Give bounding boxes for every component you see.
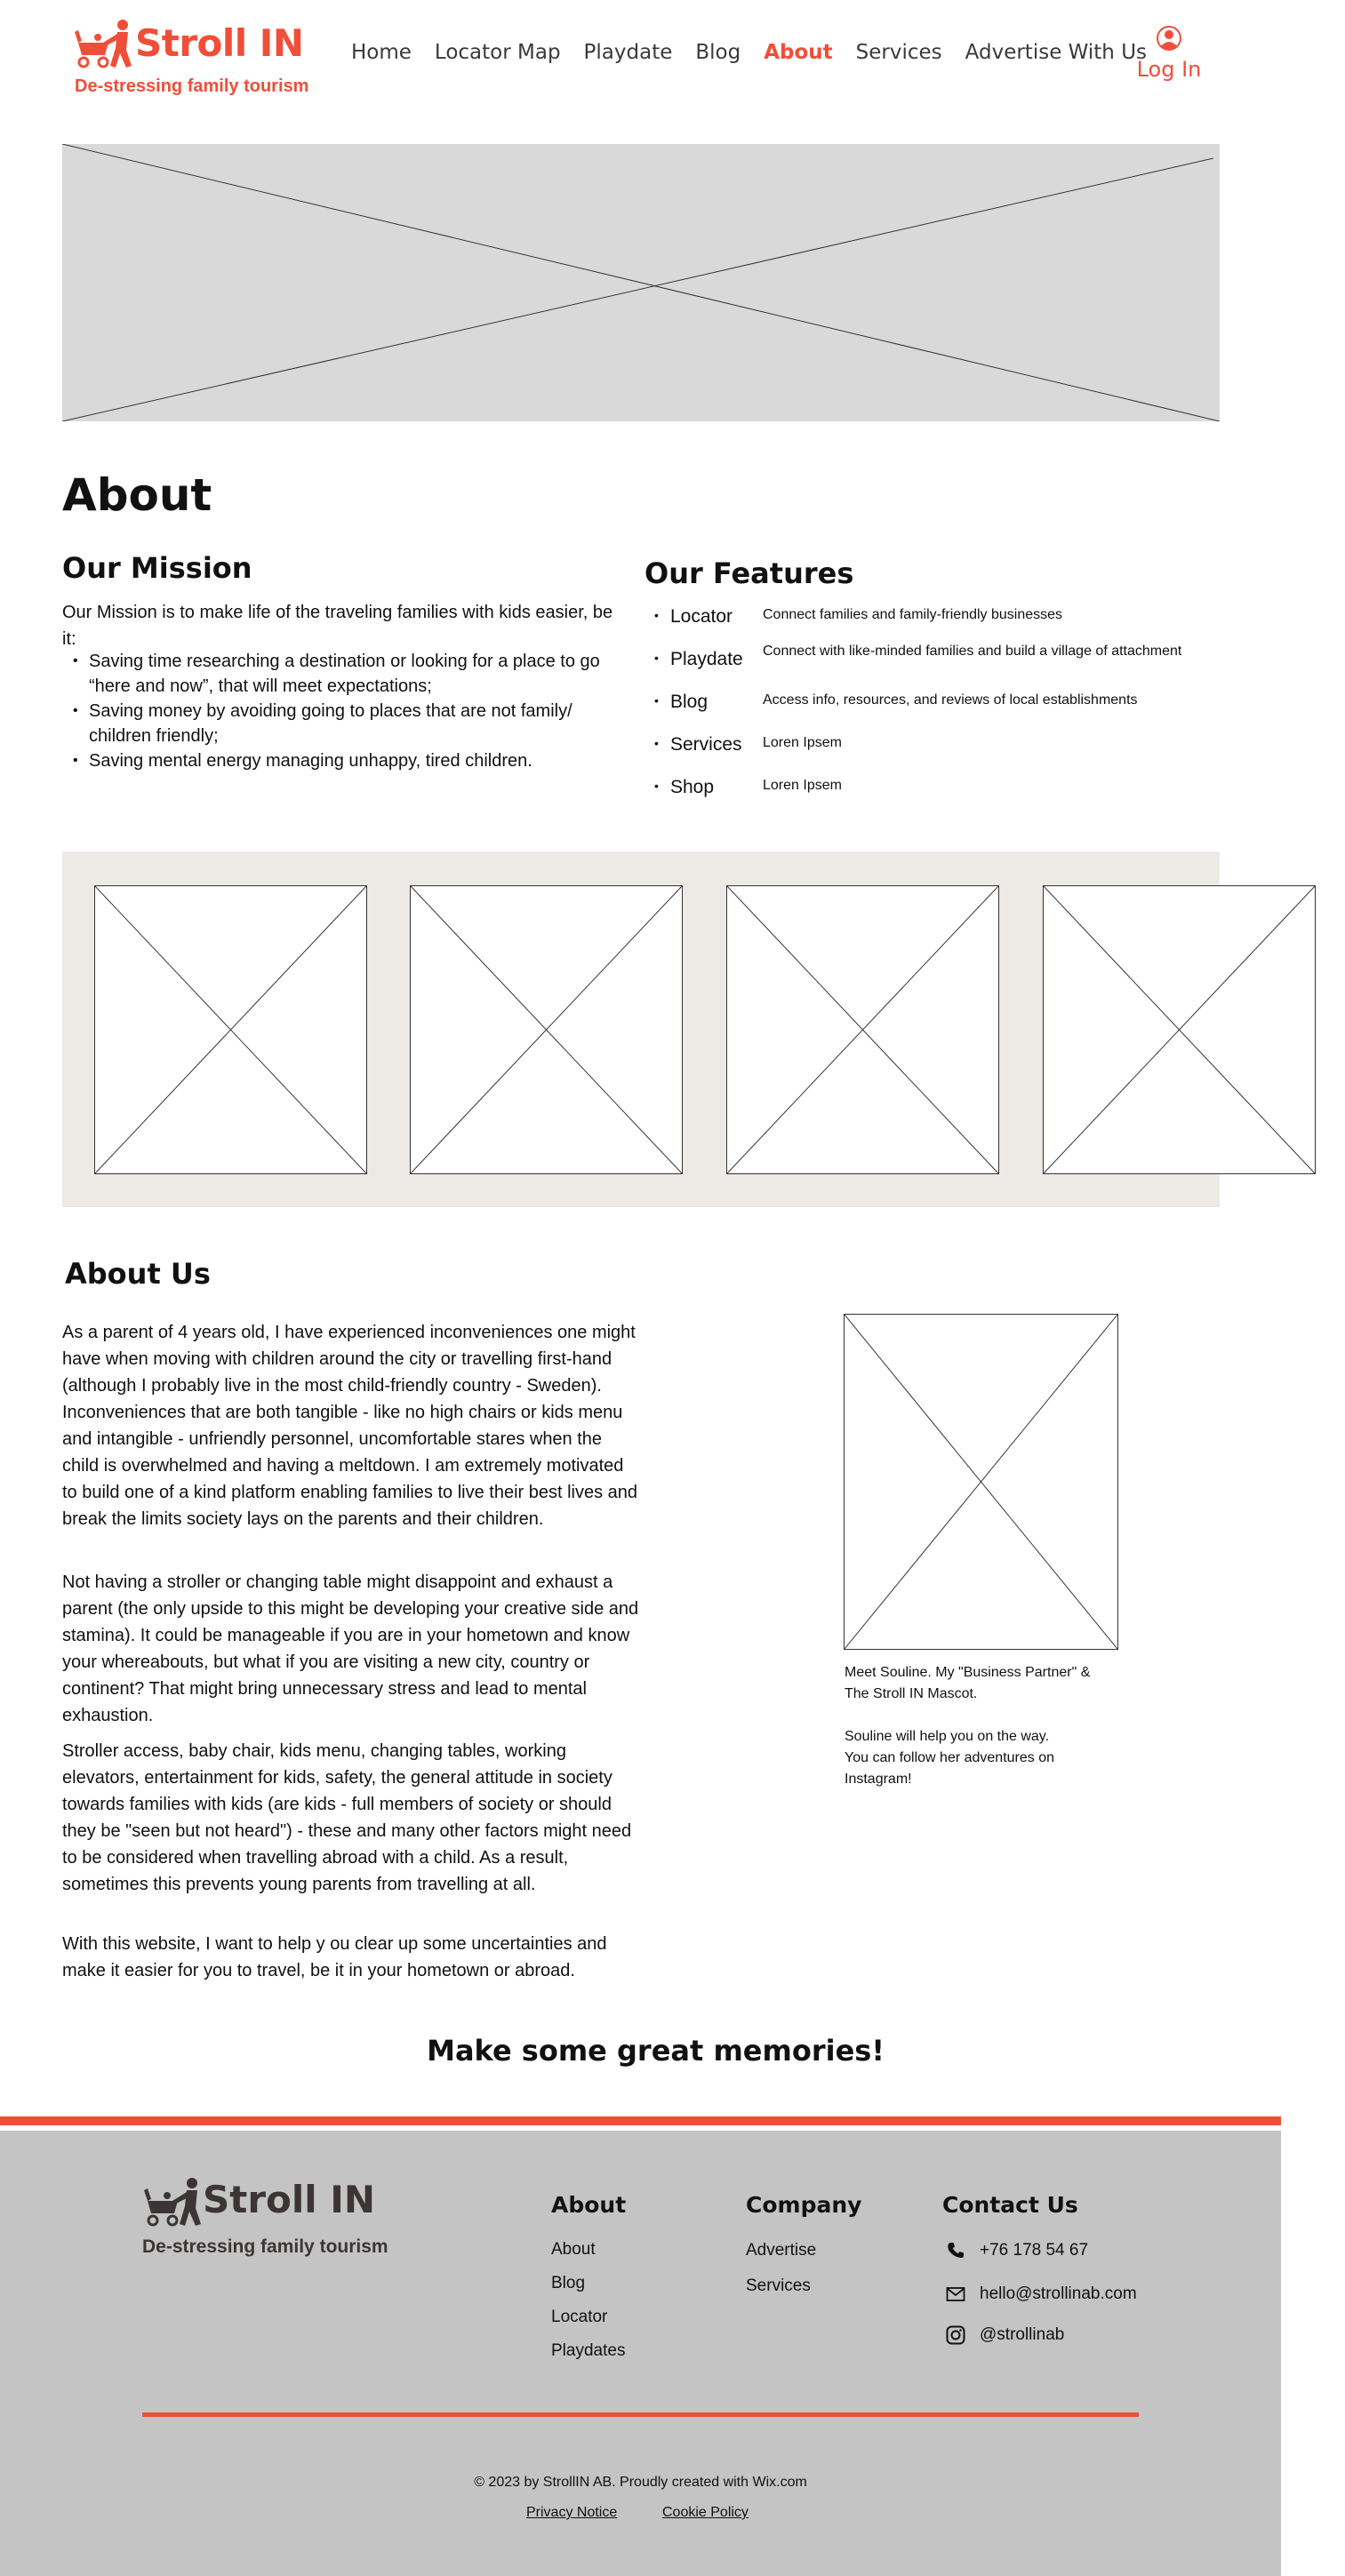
main-nav xyxy=(351,41,1170,64)
footer-instagram[interactable]: @strollinab xyxy=(980,2325,1065,2344)
user-icon xyxy=(1156,25,1182,52)
feature-desc: Loren Ipsem xyxy=(763,735,842,750)
feature-item xyxy=(654,601,1259,644)
feature-item xyxy=(654,772,1259,814)
mission-heading: Our Mission xyxy=(62,551,252,585)
privacy-notice-link[interactable]: Privacy Notice xyxy=(526,2505,618,2520)
gallery-image-placeholder xyxy=(410,885,683,1174)
cookie-policy-link[interactable]: Cookie Policy xyxy=(662,2505,749,2520)
nav-home[interactable]: Home xyxy=(351,41,412,64)
footer-divider xyxy=(142,2412,1139,2417)
mission-point: • Saving money by avoiding going to places that are not family/ children friendly; xyxy=(73,699,624,748)
login-label: Log In xyxy=(1136,57,1202,82)
gallery-image-placeholder xyxy=(94,885,367,1174)
nav-services[interactable]: Services xyxy=(855,41,942,64)
about-us-paragraph: With this website, I want to help y ou clear up some uncertainties and make it easier for you to travel, be it in your hometown or abroad. xyxy=(62,1934,607,1980)
mission-point: • Saving mental energy managing unhappy, tired children. xyxy=(73,748,624,773)
memories-heading: Make some great memories! xyxy=(427,2034,885,2068)
family-stroller-icon xyxy=(73,20,137,69)
footer-email[interactable]: hello@strollinab.com xyxy=(980,2284,1137,2303)
nav-playdate[interactable]: Playdate xyxy=(583,41,673,64)
footer-company-heading: Company xyxy=(746,2192,862,2218)
page-title: About xyxy=(62,469,212,521)
footer-link-blog[interactable]: Blog xyxy=(551,2274,586,2292)
mascot-caption-follow: Souline will help you on the way. You can follow her adventures on Instagram! xyxy=(845,1729,1055,1787)
feature-name: • Blog xyxy=(670,692,708,713)
footer-copyright: © 2023 by StrollIN AB. Proudly created with Wix.com xyxy=(474,2475,807,2490)
footer-contact-heading: Contact Us xyxy=(942,2192,1078,2218)
footer-phone[interactable]: +76 178 54 67 xyxy=(980,2241,1089,2260)
features-heading: Our Features xyxy=(644,556,854,590)
feature-desc: Access info, resources, and reviews of local establishments xyxy=(763,692,1138,708)
family-stroller-icon xyxy=(142,2178,206,2228)
mission-list xyxy=(73,649,624,773)
nav-advertise[interactable]: Advertise With Us xyxy=(965,41,1148,64)
gallery-image-placeholder xyxy=(726,885,999,1174)
nav-locator-map[interactable]: Locator Map xyxy=(434,41,561,64)
footer-logo-wordmark: Stroll IN xyxy=(203,2178,376,2221)
footer-accent-bar xyxy=(0,2116,1281,2125)
footer-about-heading: About xyxy=(551,2192,627,2218)
features-list xyxy=(654,601,1259,814)
feature-name: • Playdate xyxy=(670,649,743,670)
footer-logo[interactable] xyxy=(142,2176,409,2256)
about-us-paragraph: Not having a stroller or changing table might disappoint and exhaust a parent (the only upside to this might be developing your creative side and stamina). It could be manageable if you are in your hometown and know your whereabouts, but what if you are visiting a new city, country or continent? That might bring unnecessary stress and lead to mental exhaustion. xyxy=(62,1572,639,1725)
login-button[interactable] xyxy=(1129,25,1209,82)
mission-point: • Saving time researching a destination or looking for a place to go “here and now”, that will meet expectations; xyxy=(73,649,624,699)
feature-item xyxy=(654,686,1259,729)
feature-name: • Shop xyxy=(670,777,714,798)
footer-link-about[interactable]: About xyxy=(551,2240,596,2259)
nav-about[interactable]: About xyxy=(764,41,833,64)
phone-icon xyxy=(945,2240,966,2261)
mascot-image-placeholder xyxy=(844,1314,1118,1650)
gallery-image-placeholder xyxy=(1043,885,1316,1174)
hero-image-placeholder xyxy=(62,144,1220,421)
footer-link-advertise[interactable]: Advertise xyxy=(746,2241,817,2260)
feature-name: • Services xyxy=(670,734,742,756)
mail-icon xyxy=(945,2284,966,2305)
footer-logo-tagline: De-stressing family tourism xyxy=(142,2236,388,2257)
footer-link-playdates[interactable]: Playdates xyxy=(551,2341,626,2360)
logo-wordmark: Stroll IN xyxy=(135,21,304,65)
mission-intro: Our Mission is to make life of the traveling families with kids easier, be it: xyxy=(62,603,613,649)
about-us-paragraph: Stroller access, baby chair, kids menu, changing tables, working elevators, entertainment for kids, safety, the general attitude in society towards families with kids (are kids - full members of society or should they be "seen but not heard") - these and many other factors might need to be considered when travelling abroad with a child. As a result, sometimes this prevents young parents from travelling at all. xyxy=(62,1741,632,1894)
instagram-icon[interactable] xyxy=(945,2324,966,2346)
feature-desc: Connect with like-minded families and build a village of attachment xyxy=(763,644,1182,659)
site-logo[interactable] xyxy=(73,18,340,107)
feature-item xyxy=(654,729,1259,772)
about-us-heading: About Us xyxy=(65,1257,211,1291)
logo-tagline: De-stressing family tourism xyxy=(75,76,309,96)
feature-name: • Locator xyxy=(670,606,733,628)
footer-link-locator[interactable]: Locator xyxy=(551,2308,608,2326)
footer-link-services[interactable]: Services xyxy=(746,2276,811,2295)
feature-item xyxy=(654,644,1259,686)
mascot-caption: Meet Souline. My "Business Partner" & The Stroll IN Mascot. xyxy=(845,1665,1091,1701)
nav-blog[interactable]: Blog xyxy=(695,41,741,64)
feature-desc: Loren Ipsem xyxy=(763,778,842,793)
feature-desc: Connect families and family-friendly businesses xyxy=(763,607,1063,622)
about-us-paragraph: As a parent of 4 years old, I have experienced inconveniences one might have when moving with children around the city or travelling first-hand (although I probably live in the most child-friendly country - Sweden). Inconveniences that are both tangible - like no high chairs or kids menu and intangible - unfriendly personnel, uncomfortable stares when the child is overwhelmed and having a meltdown. I am extremely motivated to build one of a kind platform enabling families to live their best lives and break the limits society lays on the parents and their children. xyxy=(62,1323,638,1529)
